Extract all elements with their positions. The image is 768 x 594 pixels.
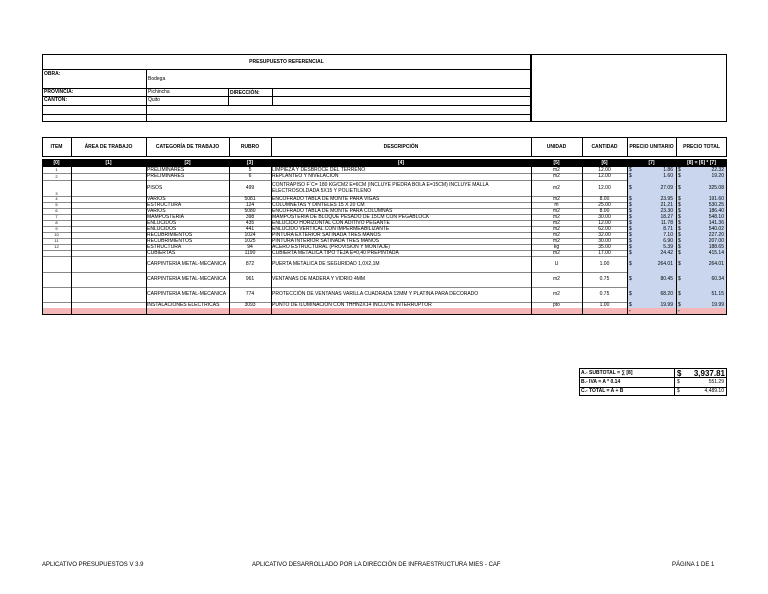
currency-sign: $ xyxy=(629,214,632,220)
empty-unit-price: - xyxy=(629,308,631,314)
header-rubro: RUBRO xyxy=(240,143,260,150)
cell-total-price: 19.20 xyxy=(711,173,724,179)
cell-item: 4 xyxy=(55,196,58,201)
cell-quantity: 1.00 xyxy=(599,260,610,267)
cell-rubro: 774 xyxy=(245,291,255,297)
header-unit: UNIDAD xyxy=(546,143,567,150)
cell-unit: m2 xyxy=(553,173,560,179)
cell-unit: m2 xyxy=(553,232,560,238)
cell-description: PROTECCIÓN DE VENTANAS VARILLA CUADRADA 12MM Y PLATINA PARA DECORADO xyxy=(272,291,479,298)
cell-rubro: 1024 xyxy=(244,232,256,238)
total-label: C.- TOTAL = A + B xyxy=(581,388,624,394)
cell-quantity: 12.00 xyxy=(598,167,611,173)
index-item: [0] xyxy=(53,159,60,166)
cell-description: ACERO ESTRUCTURAL (PROVISIÓN Y MONTAJE) xyxy=(272,244,390,250)
cell-unit-price: 18.27 xyxy=(660,214,673,220)
currency-sign: $ xyxy=(629,196,632,202)
cell-item: 11 xyxy=(54,238,59,243)
currency-sign: $ xyxy=(629,202,632,208)
header-area: ÁREA DE TRABAJO xyxy=(84,143,133,150)
currency-sign: $ xyxy=(629,244,632,250)
cell-unit: pto xyxy=(553,302,560,308)
cell-unit-price: 7.10 xyxy=(663,232,673,238)
cell-description: LIMPIEZA Y DESBROCE DEL TERRENO xyxy=(272,167,366,173)
cell-quantity: 12.00 xyxy=(598,184,611,191)
total-currency: $ xyxy=(677,388,680,394)
subtotal-label: A.- SUBTOTAL = ∑ [8] xyxy=(581,370,633,376)
provincia-value: Pichincha xyxy=(148,89,170,95)
iva-currency: $ xyxy=(677,379,680,385)
cell-item: 1 xyxy=(55,167,58,172)
cell-unit: m2 xyxy=(553,167,560,173)
cell-total-price: 540.02 xyxy=(708,226,724,232)
canton-label: CANTÓN: xyxy=(44,97,68,103)
cell-total-price: 325.08 xyxy=(708,184,724,191)
currency-sign: $ xyxy=(629,220,632,226)
provincia-label: PROVINCIA: xyxy=(44,89,74,95)
currency-sign: $ xyxy=(678,302,681,308)
cell-rubro: 961 xyxy=(245,276,255,282)
cell-total-price: 415.14 xyxy=(708,250,724,256)
cell-unit: m2 xyxy=(553,214,560,220)
cell-description: COLUMNETAS Y DINTELES 15 X 20 CM xyxy=(272,202,365,208)
currency-sign: $ xyxy=(678,250,681,256)
cell-total-price: 548.10 xyxy=(708,214,724,220)
cell-rubro: 5081 xyxy=(244,196,256,202)
cell-description: ENLUCIDO VERTICAL CON IMPERMEABILIZANTE xyxy=(272,226,390,232)
cell-quantity: 1.00 xyxy=(599,302,610,308)
logo-box xyxy=(531,54,727,122)
cell-unit-price: 27.09 xyxy=(660,184,673,191)
cell-category: INSTALACIONES ELECTRICAS xyxy=(147,302,220,308)
currency-sign: $ xyxy=(678,291,681,297)
cell-rubro: 398 xyxy=(245,214,255,220)
cell-total-price: 141.36 xyxy=(708,220,724,226)
cell-category: MAMPOSTERIA xyxy=(147,214,184,220)
cell-total-price: 227.20 xyxy=(708,232,724,238)
currency-sign: $ xyxy=(678,232,681,238)
cell-unit-price: 6.90 xyxy=(663,238,673,244)
cell-category: ESTRUCTURA xyxy=(147,202,182,208)
currency-sign: $ xyxy=(629,226,632,232)
cell-item: 12 xyxy=(54,244,59,249)
cell-item: 10 xyxy=(54,232,59,237)
cell-item: 7 xyxy=(55,214,58,219)
index-category: [2] xyxy=(184,159,191,166)
cell-unit: U xyxy=(554,260,559,267)
currency-sign: $ xyxy=(629,173,632,179)
cell-category: ENLUCIDOS xyxy=(147,226,177,232)
cell-quantity: 0.75 xyxy=(599,291,610,297)
cell-unit-price: 1.60 xyxy=(663,173,673,179)
currency-sign: $ xyxy=(678,260,681,267)
cell-item: 5 xyxy=(55,202,58,207)
cell-unit-price: 80.45 xyxy=(660,276,673,282)
empty-total-price: - xyxy=(678,308,680,314)
cell-unit: m xyxy=(554,202,559,208)
cell-category: RECUBRIMIENTOS xyxy=(147,232,193,238)
cell-total-price: 60.34 xyxy=(711,276,724,282)
cell-quantity: 12.00 xyxy=(598,173,611,179)
cell-description: PINTURA EXTERIOR SATINADA TRES MANOS xyxy=(272,232,381,238)
cell-category: CARPINTERIA METAL-MECANICA xyxy=(147,260,227,267)
cell-category: CARPINTERIA METAL-MECANICA xyxy=(147,291,227,298)
cell-item: 3 xyxy=(55,191,58,196)
cell-total-price: 51.15 xyxy=(711,291,724,297)
direccion-label: DIRECCIÓN: xyxy=(230,90,260,96)
cell-unit: m2 xyxy=(553,238,560,244)
cell-rubro: 872 xyxy=(245,260,255,267)
cell-item: 8 xyxy=(55,220,58,225)
header-description: DESCRIPCIÓN xyxy=(383,143,419,150)
cell-unit-price: 23.95 xyxy=(660,196,673,202)
cell-rubro: 435 xyxy=(245,220,255,226)
cell-total-price: 19.99 xyxy=(711,302,724,308)
cell-quantity: 12.00 xyxy=(598,220,611,226)
cell-rubro: 124 xyxy=(245,202,255,208)
cell-category: CARPINTERIA METAL-MECANICA xyxy=(147,276,227,283)
cell-unit-price: 23.30 xyxy=(660,208,673,214)
footer-app-version: APLICATIVO PRESUPUESTOS V 3.9 xyxy=(42,562,144,568)
cell-category: PRELIMINARES xyxy=(147,167,185,173)
header-total-price: PRECIO TOTAL xyxy=(683,143,720,150)
cell-unit-price: 21.21 xyxy=(660,202,673,208)
currency-sign: $ xyxy=(678,276,681,282)
cell-category: ESTRUCTURA xyxy=(147,244,182,250)
currency-sign: $ xyxy=(629,250,632,256)
currency-sign: $ xyxy=(678,220,681,226)
currency-sign: $ xyxy=(678,173,681,179)
cell-description: PUERTA METALICA DE SEGURIDAD 1,0X2,1M xyxy=(272,260,380,267)
cell-quantity: 25.00 xyxy=(598,202,611,208)
cell-unit: m2 xyxy=(553,196,560,202)
cell-item: 6 xyxy=(55,208,58,213)
header-quantity: CANTIDAD xyxy=(591,143,618,150)
cell-description: VENTANAS DE MADERA Y VIDRIO 4MM xyxy=(272,276,366,283)
cell-description: ENCOFRADO TABLA DE MONTE PARA VIGAS xyxy=(272,196,380,202)
cell-unit: m2 xyxy=(553,226,560,232)
cell-unit-price: 68.20 xyxy=(660,291,673,297)
cell-unit: m2 xyxy=(553,250,560,256)
cell-category: PISOS xyxy=(147,184,163,191)
subtotal-value: 3,937.81 xyxy=(693,369,725,378)
cell-quantity: 30.00 xyxy=(598,214,611,220)
cell-description: PINTURA INTERIOR SATINADA TRES MANOS xyxy=(272,238,380,244)
cell-item: 9 xyxy=(55,226,58,231)
index-quantity: [6] xyxy=(601,159,608,166)
index-area: [1] xyxy=(105,159,112,166)
cell-unit: m2 xyxy=(553,220,560,226)
cell-rubro: 94 xyxy=(247,244,253,250)
currency-sign: $ xyxy=(629,232,632,238)
cell-total-price: 530.25 xyxy=(708,202,724,208)
obra-label: OBRA: xyxy=(44,71,61,77)
cell-unit-price: 5.39 xyxy=(663,244,673,250)
cell-description: ENLUCIDO HORIZONTAL CON ADITIVO PEGANTE xyxy=(272,220,390,226)
currency-sign: $ xyxy=(629,238,632,244)
cell-unit: m2 xyxy=(553,276,560,282)
cell-category: RECUBRIMIENTOS xyxy=(147,238,193,244)
cell-unit-price: 19.99 xyxy=(660,302,673,308)
obra-value: Bodega xyxy=(148,76,166,82)
cell-category: VARIOS xyxy=(147,196,166,202)
footer-credits: APLICATIVO DESARROLLADO POR LA DIRECCIÓN DE INFRAESTRUCTURA MIES - CAF xyxy=(252,562,501,568)
cell-unit-price: 1.86 xyxy=(663,167,673,173)
cell-description: MAMPOSTERIA DE BLOQUE PESADO DE 15CM CON PEGABLOCK xyxy=(272,214,430,220)
header-unit-price: PRECIO UNITARIO xyxy=(629,143,674,150)
currency-sign: $ xyxy=(629,276,632,282)
index-total-price: [8] = [6] * [7] xyxy=(687,159,716,166)
cell-total-price: 188.65 xyxy=(708,244,724,250)
page-title: PRESUPUESTO REFERENCIAL xyxy=(249,59,324,65)
cell-rubro: 5 xyxy=(248,167,252,173)
cell-unit: m2 xyxy=(553,184,560,191)
cell-total-price: 186.40 xyxy=(708,208,724,214)
subtotal-currency: $ xyxy=(677,369,682,378)
cell-total-price: 22.32 xyxy=(711,167,724,173)
currency-sign: $ xyxy=(629,302,632,308)
total-value: 4,489.10 xyxy=(704,388,724,394)
currency-sign: $ xyxy=(678,214,681,220)
currency-sign: $ xyxy=(629,167,632,173)
cell-category: CUBIERTAS xyxy=(147,250,176,256)
currency-sign: $ xyxy=(678,167,681,173)
cell-total-price: 207.00 xyxy=(708,238,724,244)
cell-rubro: 441 xyxy=(245,226,255,232)
currency-sign: $ xyxy=(678,244,681,250)
index-unit: [5] xyxy=(553,159,560,166)
cell-description: REPLANTEO Y NIVELACIÓN xyxy=(272,173,339,180)
cell-quantity: 30.00 xyxy=(598,238,611,244)
cell-quantity: 35.00 xyxy=(598,244,611,250)
cell-unit-price: 24.42 xyxy=(660,250,673,256)
currency-sign: $ xyxy=(629,291,632,297)
cell-unit: m2 xyxy=(553,291,560,297)
index-description: [4] xyxy=(397,159,405,166)
cell-quantity: 32.00 xyxy=(598,232,611,238)
cell-description: CONTRAPISO F´C= 180 KG/CM2 E=6CM (INCLUYE PIEDRA BOLA E=15CM) INCLUYE MALLA ELECTROSOLDADA 5X15 Y POLIETILENO xyxy=(272,181,489,194)
currency-sign: $ xyxy=(678,196,681,202)
cell-unit-price: 8.71 xyxy=(663,226,673,232)
iva-value: 551.29 xyxy=(708,379,724,385)
cell-category: ENLUCIDOS xyxy=(147,220,177,226)
currency-sign: $ xyxy=(629,208,632,214)
header-item: ITEM xyxy=(50,143,63,150)
cell-unit-price: 264.01 xyxy=(657,260,673,267)
header-category: CATEGORÍA DE TRABAJO xyxy=(155,143,220,150)
cell-rubro: 3093 xyxy=(244,302,256,308)
index-rubro: [3] xyxy=(246,159,254,166)
currency-sign: $ xyxy=(678,202,681,208)
cell-description: PUNTO DE ILUMINACION CON THHN2X14 INCLUYE INTERRUPTOR xyxy=(272,302,432,308)
cell-rubro: 6 xyxy=(248,173,252,179)
currency-sign: $ xyxy=(629,260,632,267)
cell-quantity: 17.00 xyxy=(598,250,611,256)
cell-unit: kg xyxy=(553,244,560,250)
currency-sign: $ xyxy=(678,208,681,214)
cell-unit-price: 11.78 xyxy=(660,220,673,226)
cell-quantity: 8.00 xyxy=(599,196,610,202)
footer-page-number: PÁGINA 1 DE 1 xyxy=(672,562,715,568)
currency-sign: $ xyxy=(678,184,681,191)
index-unit-price: [7] xyxy=(648,159,655,166)
iva-label: B.- IVA = A * 0.14 xyxy=(581,379,621,385)
cell-quantity: 0.75 xyxy=(599,276,610,282)
cell-category: PRELIMINARES xyxy=(147,173,185,180)
currency-sign: $ xyxy=(678,226,681,232)
currency-sign: $ xyxy=(629,184,632,191)
cell-rubro: 1025 xyxy=(244,238,256,244)
cell-item: 2 xyxy=(55,173,58,179)
cell-unit: m2 xyxy=(553,208,560,214)
cell-quantity: 8.00 xyxy=(599,208,610,214)
cell-description: ENCOFRADO TABLA DE MONTE PARA COLUMNAS xyxy=(272,208,393,214)
cell-total-price: 264.01 xyxy=(708,260,724,267)
cell-rubro: 5080 xyxy=(244,208,256,214)
currency-sign: $ xyxy=(678,238,681,244)
canton-value: Quito xyxy=(148,97,160,103)
cell-total-price: 191.60 xyxy=(708,196,724,202)
cell-rubro: 1190 xyxy=(244,250,256,256)
cell-description: CUBIERTA METALICA TIPO TEJA E=0,40 PREPINTADA xyxy=(272,250,399,256)
cell-rubro: 499 xyxy=(245,184,255,191)
cell-quantity: 62.00 xyxy=(598,226,611,232)
cell-category: VARIOS xyxy=(147,208,166,214)
